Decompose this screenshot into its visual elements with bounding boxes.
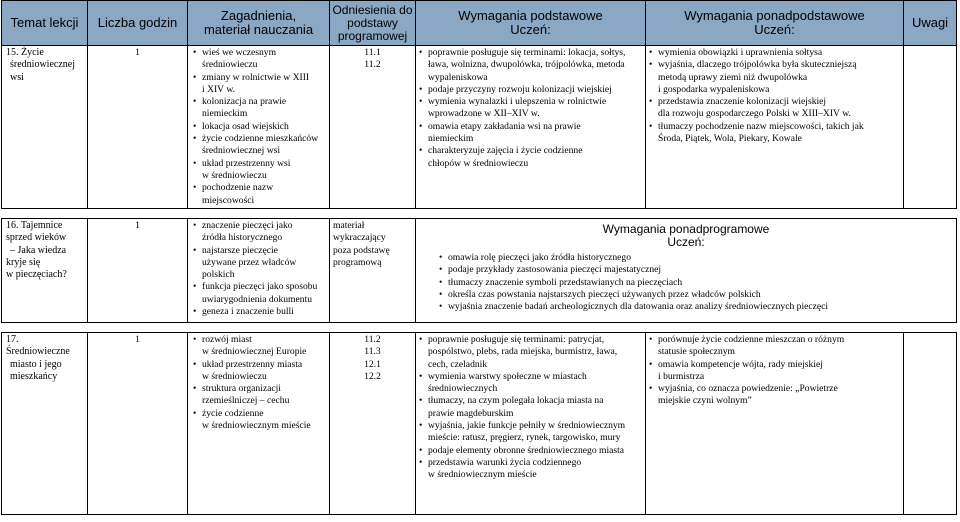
- bullet-item-continuation: w średniowiecznej Europie: [202, 346, 307, 358]
- bullet-item-continuation: dla rozwoju gospodarczego Polski w XIII–XIV w.: [658, 108, 851, 120]
- bullet-item: • tłumaczy pochodzenie nazw miejscowości, takich jak: [649, 121, 900, 133]
- bullet-item-continuation: niemieckim: [202, 108, 248, 120]
- row-spacer: [2, 323, 957, 333]
- topic-cell: 16. Tajemnice sprzed wieków – Jaka wiedza kryje się w pieczęciach?: [2, 219, 88, 323]
- table-row: [2, 333, 957, 515]
- advanced-requirements-cell: [646, 333, 904, 515]
- references-cell: materiał wykraczający poza podstawę programową: [330, 219, 416, 323]
- bullet-item: • poprawnie posługuje się terminami: lokacja, sołtys,: [419, 47, 642, 59]
- bullet-item-continuation: miejskie czyni wolnym”: [658, 395, 752, 407]
- bullet-item-continuation: rzemieślniczej – cechu: [202, 395, 290, 407]
- issues-cell: [188, 46, 330, 209]
- bullet-item: • porównuje życie codzienne mieszczan o różnym: [649, 334, 900, 346]
- bullet-item: • charakteryzuje zajęcia i życie codzienne: [419, 145, 642, 157]
- topic-cell: 17. Średniowieczne miasto i jego mieszkańcy: [2, 333, 88, 515]
- bullet-item-continuation: miejscowości: [202, 194, 255, 206]
- advanced-requirements-cell: [646, 46, 904, 209]
- bullet-item: • podaje elementy obronne średniowiecznego miasta: [419, 445, 642, 457]
- header-hours: Liczba godzin: [88, 1, 188, 46]
- bullet-item: • życie codzienne: [193, 408, 326, 420]
- basic-requirements-cell: [416, 333, 646, 515]
- bullet-item: • określa czas powstania najstarszych pieczęci używanych przez władców polskich: [439, 289, 953, 301]
- bullet-item-continuation: średniowieczu: [202, 59, 258, 71]
- bullet-item: • omawia kompetencje wójta, rady miejskiej: [649, 359, 900, 371]
- bullet-item-continuation: w średniowiecznym mieście: [202, 420, 311, 432]
- bullet-item: • wyjaśnia znaczenie badań archeologicznych dla datowania oraz analizy średniowiecznych pieczęci: [439, 301, 953, 313]
- references-cell: 11.1 11.2: [330, 46, 416, 209]
- bullet-item-continuation: polskich: [202, 269, 235, 281]
- bullet-item-continuation: i burmistrza: [658, 370, 705, 382]
- bullet-item-continuation: mieście: ratusz, pręgierz, rynek, targowisko, mury: [428, 432, 621, 444]
- bullet-item-continuation: i gospodarka wypaleniskowa: [658, 83, 770, 95]
- bullet-item: • omawia rolę pieczęci jako źródła historycznego: [439, 252, 953, 264]
- notes-cell: [904, 46, 957, 209]
- bullet-item-continuation: w średniowieczu: [202, 169, 267, 181]
- bullet-item: • znaczenie pieczęci jako: [193, 220, 326, 232]
- bullet-item: • lokacja osad wiejskich: [193, 121, 326, 133]
- bullet-item-continuation: wypaleniskowa: [428, 71, 488, 83]
- bullet-item-continuation: źródła historycznego: [202, 232, 283, 244]
- hours-cell: 1: [88, 333, 188, 515]
- bullet-item: • pochodzenie nazw: [193, 182, 326, 194]
- extracurricular-requirements-cell: [416, 219, 957, 323]
- bullet-item: • tłumaczy znaczenie symboli przedstawianych na pieczęciach: [439, 277, 953, 289]
- bullet-item: • wyjaśnia, jakie funkcje pełniły w średniowiecznym: [419, 420, 642, 432]
- bullet-item: • najstarsze pieczęcie: [193, 245, 326, 257]
- bullet-item-continuation: chłopów w średniowieczu: [428, 157, 529, 169]
- bullet-item-continuation: w średniowieczu: [202, 370, 267, 382]
- bullet-item-continuation: metodą uprawy ziemi niż dwupolówka: [658, 71, 808, 83]
- bullet-item-continuation: średniowiecznej wsi: [202, 145, 281, 157]
- bullet-item-continuation: w średniowiecznym mieście: [428, 469, 537, 481]
- bullet-item-continuation: używane przez władców: [202, 256, 297, 268]
- bullet-item-continuation: uwiarygodnienia dokumentu: [202, 293, 313, 305]
- row-spacer: [2, 209, 957, 219]
- references-cell: 11.2 11.3 12.1 12.2: [330, 333, 416, 515]
- extracurricular-title: Wymagania ponadprogramowe Uczeń:: [602, 222, 770, 249]
- hours-cell: 1: [88, 46, 188, 209]
- bullet-item: • wymienia wynalazki i ulepszenia w rolnictwie: [419, 96, 642, 108]
- bullet-item-continuation: ława, wolnizna, dwupolówka, trójpolówka, metoda: [428, 59, 625, 71]
- bullet-item: • podaje przyczyny rozwoju kolonizacji wiejskiej: [419, 84, 642, 96]
- issues-cell: [188, 333, 330, 515]
- bullet-item: • tłumaczy, na czym polegała lokacja miasta na: [419, 395, 642, 407]
- header-issues: Zagadnienia, materiał nauczania: [188, 1, 330, 46]
- header-notes: Uwagi: [904, 1, 957, 46]
- bullet-item: • zmiany w rolnictwie w XIII: [193, 72, 326, 84]
- bullet-item: • życie codzienne mieszkańców: [193, 133, 326, 145]
- table-row: [2, 46, 957, 209]
- bullet-item-continuation: wprowadzone w XII–XIV w.: [428, 108, 540, 120]
- bullet-item: • wymienia warstwy społeczne w miastach: [419, 371, 642, 383]
- curriculum-table: [1, 0, 957, 515]
- topic-cell: 15. Życie średniowiecznej wsi: [2, 46, 88, 209]
- bullet-item: • geneza i znaczenie bulli: [193, 306, 326, 318]
- bullet-item-continuation: Środa, Piątek, Wola, Piekary, Kowale: [658, 133, 802, 145]
- notes-cell: [904, 333, 957, 515]
- header-advanced-requirements: Wymagania ponadpodstawowe Uczeń:: [646, 1, 904, 46]
- bullet-item: • przedstawia znaczenie kolonizacji wiejskiej: [649, 96, 900, 108]
- header-basic-requirements: Wymagania podstawowe Uczeń:: [416, 1, 646, 46]
- bullet-item: • omawia etapy zakładania wsi na prawie: [419, 121, 642, 133]
- bullet-item: • funkcja pieczęci jako sposobu: [193, 281, 326, 293]
- bullet-item: • podaje przykłady zastosowania pieczęci majestatycznej: [439, 264, 953, 276]
- bullet-item: • układ przestrzenny miasta: [193, 359, 326, 371]
- header-topic: Temat lekcji: [2, 1, 88, 46]
- table-row: [2, 219, 957, 323]
- bullet-item: • wyjaśnia, dlaczego trójpolówka była skuteczniejszą: [649, 59, 900, 71]
- bullet-item: • poprawnie posługuje się terminami: patrycjat,: [419, 334, 642, 346]
- hours-cell: 1: [88, 219, 188, 323]
- bullet-item: • wyjaśnia, co oznacza powiedzenie: „Powietrze: [649, 383, 900, 395]
- issues-cell: [188, 219, 330, 323]
- bullet-item: • wieś we wczesnym: [193, 47, 326, 59]
- basic-requirements-cell: [416, 46, 646, 209]
- header-references: Odniesienia do podstawy programowej: [330, 1, 416, 46]
- bullet-item: • przedstawia warunki życia codziennego: [419, 457, 642, 469]
- bullet-item-continuation: niemieckim: [428, 133, 474, 145]
- bullet-item-continuation: pospólstwo, plebs, rada miejska, burmistrz, ława,: [428, 346, 618, 358]
- bullet-item: • układ przestrzenny wsi: [193, 158, 326, 170]
- bullet-item-continuation: prawie magdeburskim: [428, 407, 514, 419]
- bullet-item-continuation: cech, czeladnik: [428, 358, 488, 370]
- bullet-item-continuation: średniowiecznych: [428, 383, 498, 395]
- bullet-item-continuation: i XIV w.: [202, 83, 236, 95]
- bullet-item-continuation: statusie społecznym: [658, 346, 735, 358]
- bullet-item: • rozwój miast: [193, 334, 326, 346]
- table-header-row: [2, 1, 957, 46]
- bullet-item: • struktura organizacji: [193, 383, 326, 395]
- bullet-item: • kolonizacja na prawie: [193, 96, 326, 108]
- bullet-item: • wymienia obowiązki i uprawnienia sołtysa: [649, 47, 900, 59]
